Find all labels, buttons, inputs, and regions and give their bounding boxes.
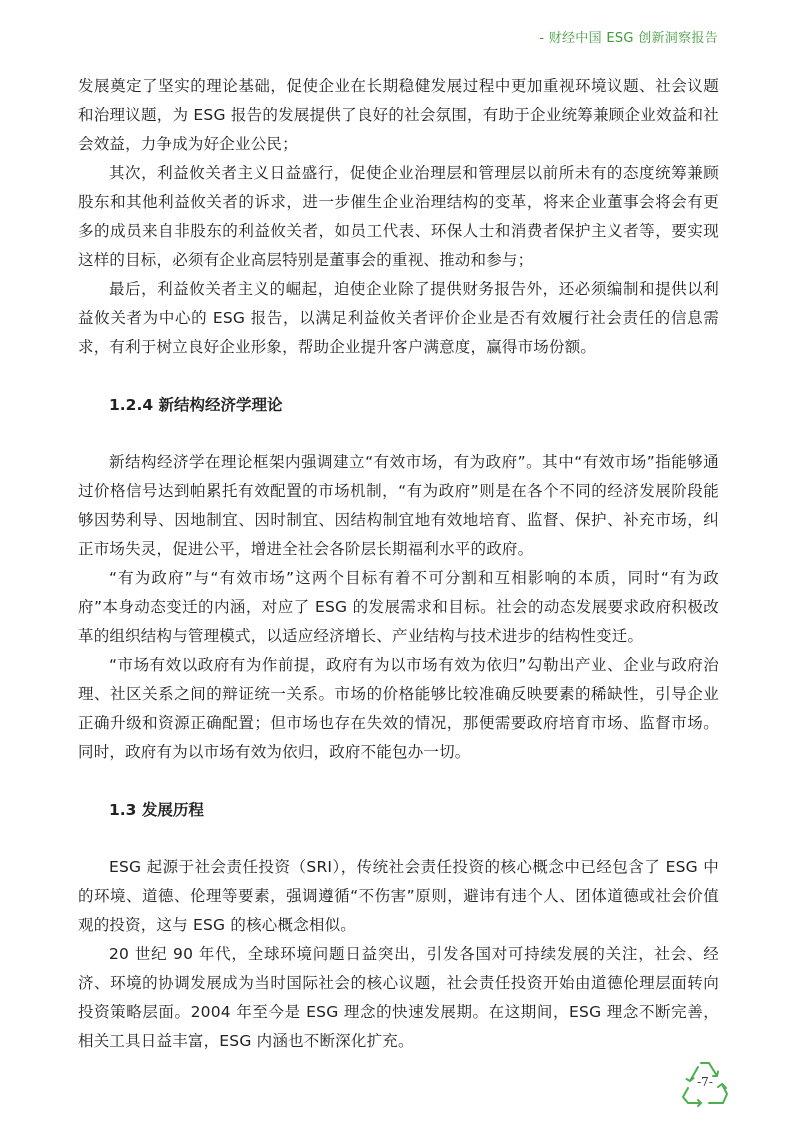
running-header: - 财经中国 ESG 创新洞察报告 xyxy=(539,31,718,46)
paragraph: 20 世纪 90 年代，全球环境问题日益突出，引发各国对可持续发展的关注，社会、经济、环境的协调发展成为当时国际社会的核心议题，社会责任投资开始由道德伦理层面转向投资策略层面。2004 年至今是 ESG 理念的快速发展期。在这期间，ESG 理念不断完善，相关工具日益丰富，ESG 内涵也不断深化扩充。 xyxy=(78,945,719,1050)
paragraph: “市场有效以政府有为作前提，政府有为以市场有效为依归”勾勒出产业、企业与政府治理、社区关系之间的辩证统一关系。市场的价格能够比较准确反映要素的稀缺性，引导企业正确升级和资源正确配置；但市场也存在失效的情况，那便需要政府培育市场、监督市场。同时，政府有为以市场有效为依归，政府不能包办一切。 xyxy=(78,656,719,761)
paragraph: 新结构经济学在理论框架内强调建立“有效市场，有为政府”。其中“有效市场”指能够通过价格信号达到帕累托有效配置的市场机制，“有为政府”则是在各个不同的经济发展阶段能够因势利导、因地制宜、因时制宜、因结构制宜地有效地培育、监督、保护、补充市场，纠正市场失灵，促进公平，增进全社会各阶层长期福利水平的政府。 xyxy=(78,453,719,558)
section-heading-1-3: 1.3 发展历程 xyxy=(109,801,204,819)
paragraph: 其次，利益攸关者主义日益盛行，促使企业治理层和管理层以前所未有的态度统筹兼顾股东和其他利益攸关者的诉求，进一步催生企业治理结构的变革，将来企业董事会将会有更多的成员来自非股东的利益攸关者，如员工代表、环保人士和消费者保护主义者等，要实现这样的目标，必须有企业高层特别是董事会的重视、推动和参与； xyxy=(78,164,719,269)
page-number: -7- xyxy=(697,1075,713,1089)
paragraph: “有为政府”与“有效市场”这两个目标有着不可分割和互相影响的本质，同时“有为政府”本身动态变迁的内涵，对应了 ESG 的发展需求和目标。社会的动态发展要求政府积极改革的组织结构与管理模式，以适应经济增长、产业结构与技术进步的结构性变迁。 xyxy=(78,569,719,645)
paragraph: ESG 起源于社会责任投资（SRI），传统社会责任投资的核心概念中已经包含了 ESG 中的环境、道德、伦理等要素，强调遵循“不伤害”原则，避讳有违个人、团体道德或社会价值观的投资，这与 ESG 的核心概念相似。 xyxy=(78,858,719,934)
page-body xyxy=(78,72,719,1056)
section-heading-1-2-4: 1.2.4 新结构经济学理论 xyxy=(109,396,283,414)
page-number-badge xyxy=(679,1057,731,1109)
paragraph: 发展奠定了坚实的理论基础，促使企业在长期稳健发展过程中更加重视环境议题、社会议题和治理议题，为 ESG 报告的发展提供了良好的社会氛围，有助于企业统筹兼顾企业效益和社会效益，力争成为好企业公民； xyxy=(78,77,719,153)
paragraph: 最后，利益攸关者主义的崛起，迫使企业除了提供财务报告外，还必须编制和提供以利益攸关者为中心的 ESG 报告，以满足利益攸关者评价企业是否有效履行社会责任的信息需求，有利于树立良好企业形象，帮助企业提升客户满意度，赢得市场份额。 xyxy=(78,280,719,356)
